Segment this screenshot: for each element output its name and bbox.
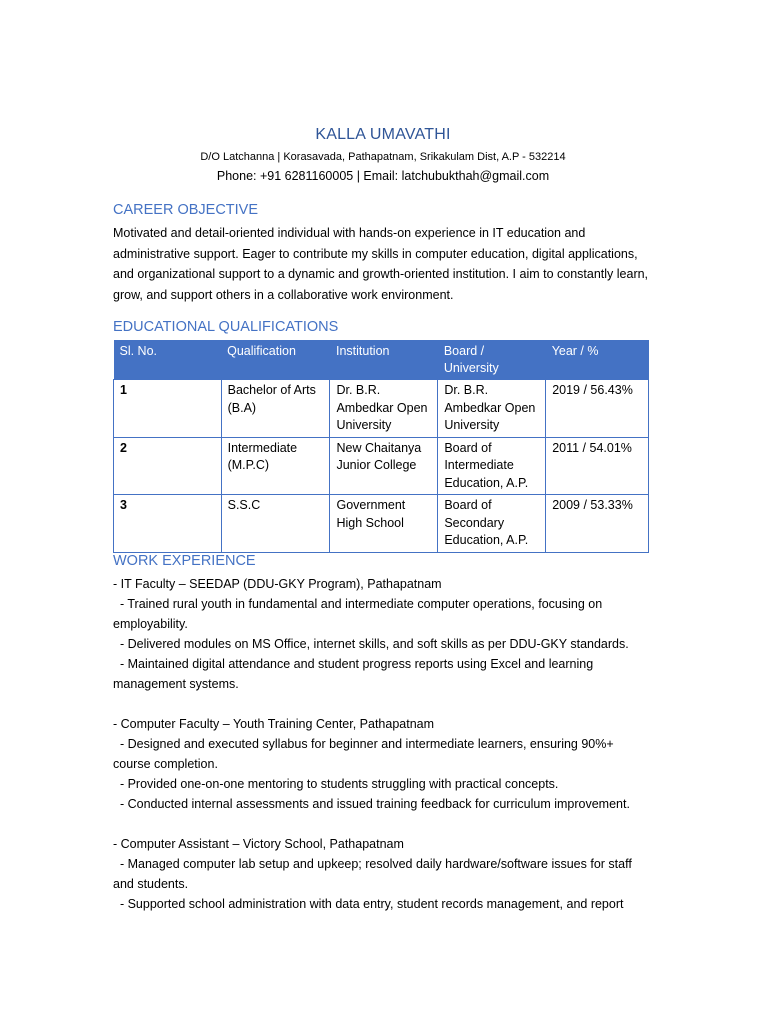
cell-qualification: S.S.C <box>221 495 330 553</box>
job-point: - Managed computer lab setup and upkeep; resolved daily hardware/software issues for staff and students. <box>113 857 636 891</box>
address-line: D/O Latchanna | Korasavada, Pathapatnam, Srikakulam Dist, A.P - 532214 <box>200 151 566 163</box>
cell-year-percent: 2009 / 53.33% <box>546 495 649 553</box>
cell-sl-no: 1 <box>114 380 222 438</box>
work-experience-list <box>113 574 653 914</box>
cell-year-percent: 2019 / 56.43% <box>546 380 649 438</box>
cell-sl-no: 2 <box>114 437 222 495</box>
section-spacer <box>113 694 653 714</box>
cell-institution: New Chaitanya Junior College <box>330 437 438 495</box>
cell-sl-no: 3 <box>114 495 222 553</box>
job-point: - Designed and executed syllabus for beginner and intermediate learners, ensuring 90%+ course completion. <box>113 737 618 771</box>
table-row <box>114 495 649 553</box>
job-title: - IT Faculty – SEEDAP (DDU-GKY Program), Pathapatnam <box>113 577 442 591</box>
contact-line: Phone: +91 6281160005 | Email: latchubukthah@gmail.com <box>216 169 550 183</box>
job-point: - Delivered modules on MS Office, internet skills, and soft skills as per DDU-GKY standards. <box>113 637 629 651</box>
cell-board-university: Dr. B.R. Ambedkar Open University <box>438 380 546 438</box>
column-header-institution: Institution <box>330 340 438 380</box>
cell-year-percent: 2011 / 54.01% <box>546 437 649 495</box>
job-point: - Supported school administration with data entry, student records management, and report <box>113 897 624 911</box>
education-table <box>113 340 649 553</box>
cell-qualification: Bachelor of Arts (B.A) <box>221 380 330 438</box>
job-point: - Trained rural youth in fundamental and intermediate computer operations, focusing on employability. <box>113 597 606 631</box>
job-title: - Computer Assistant – Victory School, Pathapatnam <box>113 837 404 851</box>
cell-institution: Dr. B.R. Ambedkar Open University <box>330 380 438 438</box>
candidate-name: KALLA UMAVATHI <box>315 126 451 143</box>
cell-qualification: Intermediate (M.P.C) <box>221 437 330 495</box>
table-row <box>114 437 649 495</box>
education-table-header-row <box>114 340 649 380</box>
column-header-board-university: Board / University <box>438 340 546 380</box>
section-spacer <box>113 814 653 834</box>
career-objective-heading: CAREER OBJECTIVE <box>113 202 259 218</box>
job-point: - Maintained digital attendance and student progress reports using Excel and learning management systems. <box>113 657 597 691</box>
table-row <box>114 380 649 438</box>
cell-board-university: Board of Secondary Education, A.P. <box>438 495 546 553</box>
column-header-qualification: Qualification <box>221 340 330 380</box>
job-point: - Conducted internal assessments and issued training feedback for curriculum improvement. <box>113 797 630 811</box>
cell-institution: Government High School <box>330 495 438 553</box>
education-heading: EDUCATIONAL QUALIFICATIONS <box>113 319 339 335</box>
work-experience-heading: WORK EXPERIENCE <box>113 553 256 569</box>
column-header-year-percent: Year / % <box>546 340 649 380</box>
job-point: - Provided one-on-one mentoring to students struggling with practical concepts. <box>113 777 559 791</box>
column-header-sl-no: Sl. No. <box>114 340 222 380</box>
job-title: - Computer Faculty – Youth Training Center, Pathapatnam <box>113 717 435 731</box>
cell-board-university: Board of Intermediate Education, A.P. <box>438 437 546 495</box>
career-objective-text: Motivated and detail-oriented individual with hands-on experience in IT education and administrative support. Eager to contribute my skills in computer education, digital applications, and organizational support to a dynamic and growth-oriented institution. I aim to constantly learn, grow, and support others in a collaborative work environment. <box>113 226 649 302</box>
